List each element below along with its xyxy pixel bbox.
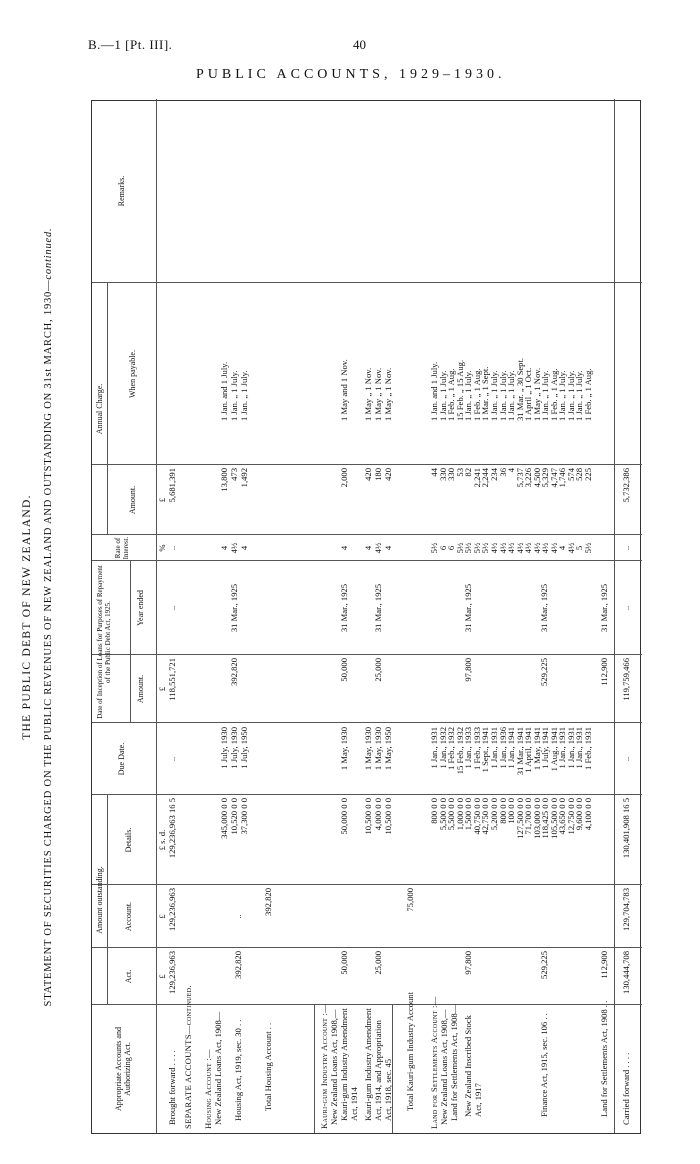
land-1-detail: 800 0 0 <box>429 798 439 824</box>
header-rate: Rate of Interest. <box>114 536 131 560</box>
land-inc-amount-3: 112,900 <box>599 658 609 686</box>
kauri-heading: Kauri-gum Industry Account :— <box>319 1003 329 1129</box>
header-inception-amount: Amount. <box>136 674 145 704</box>
kauri-annual-1: 2,000 <box>339 468 349 488</box>
land-3-when: 1 Jan. „ 1 July. <box>574 370 584 421</box>
land-1-due: 1 Jan., 1932 <box>437 727 448 769</box>
running-title: PUBLIC ACCOUNTS, 1929–1930. <box>196 67 506 82</box>
land-1-rate: 5½ <box>429 542 439 554</box>
land-2-annual: 234 <box>489 468 499 481</box>
land-1-when: 1 Feb. „ 1 Aug. <box>471 368 482 421</box>
housing-when: 1 Jan. and 1 July. <box>219 361 229 421</box>
land-sub-1: New Zealand Loans Act, 1908,— <box>439 1009 449 1125</box>
kauri-detail-2: 10,500 0 0 <box>383 798 393 835</box>
land-2-when: 1 Jan. „ 1 July. <box>557 370 567 421</box>
header-act: Act. <box>124 969 133 984</box>
land-inc-amount-1: 97,800 <box>463 658 473 682</box>
kauri-when-2: 1 May „ 1 Nov. <box>383 367 393 421</box>
page-number: 40 <box>353 37 366 52</box>
kauri-total-value: 75,000 <box>405 888 415 912</box>
kauri-annual-2: 420 <box>383 468 393 481</box>
header-amount-outstanding: Amount outstanding. <box>95 866 104 934</box>
land-2-when: 1 May „ 1 Nov. <box>531 367 542 421</box>
land-2-due: 1 Jan., 1931 <box>557 727 567 769</box>
land-1-detail: 1,000 0 0 <box>454 798 465 831</box>
unit-percent: % <box>157 544 167 552</box>
header-inception-year: Year ended <box>136 590 145 626</box>
land-label-1: New Zealand Inscribed Stock Act, 1917 <box>463 1015 483 1117</box>
land-1-detail: 5,500 0 0 <box>437 798 448 831</box>
table-subtitle-main: STATEMENT OF SECURITIES CHARGED ON THE PUBLIC REVENUES OF NEW ZEALAND AND OUTSTANDING ON 31st MARCH, 1930— <box>43 279 54 1007</box>
land-3-annual: 528 <box>574 468 584 481</box>
land-2-detail: 800 0 0 <box>497 798 508 824</box>
land-2-due: 1 April, 1941 <box>523 727 533 773</box>
land-2-detail: 71,700 0 0 <box>523 798 533 835</box>
kauri-rate-2: 4½ <box>373 542 383 554</box>
kauri-total-label: Total Kauri-gum Industry Account <box>405 992 415 1111</box>
brought-act: 129,236,963 <box>167 951 177 994</box>
land-2-rate: 4½ <box>523 542 533 554</box>
land-3-detail: 9,600 0 0 <box>574 798 584 831</box>
land-2-due: 1 Jan., 1941 <box>506 727 516 769</box>
kauri-inc-year-2: 31 Mar., 1925 <box>373 583 383 633</box>
land-2-due: 1 Aug., 1941 <box>548 727 559 772</box>
housing-due: 1 July, 1950 <box>239 727 249 769</box>
land-1-rate: 5½ <box>471 542 482 554</box>
kauri-detail-2: 10,500 0 0 <box>363 798 373 835</box>
housing-rate: 4 <box>239 545 249 551</box>
land-3-rate: 5½ <box>582 542 593 554</box>
table-subtitle-continued: continued. <box>43 227 54 280</box>
land-2-when: 31 Mar. „ 30 Sept. <box>514 357 525 421</box>
housing-act: 392,820 <box>233 951 243 979</box>
land-2-rate: 4½ <box>531 542 542 554</box>
header-sub-rule <box>130 561 131 723</box>
kauri-act-2: 25,000 <box>373 951 383 975</box>
housing-detail: 37,300 0 0 <box>239 798 249 835</box>
land-1-rate: 6 <box>446 545 456 551</box>
land-2-when: 1 Jan. „ 1 July. <box>489 370 499 421</box>
kauri-act-1: 50,000 <box>339 951 349 975</box>
header-details: Details. <box>124 827 133 853</box>
col-rule <box>92 282 642 283</box>
kauri-label-2: Kauri-gum Industry Amendment Act, 1914, and Appropriation Act, 1918, sec. 45 <box>363 1008 393 1121</box>
land-2-due: 1 May, 1941 <box>531 727 542 771</box>
carried-annual: 5,732,386 <box>621 468 631 503</box>
land-1-annual: 2,244 <box>480 468 490 488</box>
carried-inc-amount: 119,759,466 <box>621 658 631 701</box>
unit-pound: £ <box>157 686 167 692</box>
housing-inc-amount: 392,820 <box>229 658 239 686</box>
land-1-annual: 44 <box>429 468 439 477</box>
page-ref: B.—1 [Pt. III]. <box>88 37 173 52</box>
header-remarks: Remarks. <box>117 175 126 207</box>
land-sub-2: Land for Settlements Act, 1908— <box>449 1004 459 1121</box>
land-1-when: 1 Feb. „ 1 Aug. <box>446 368 456 421</box>
land-2-rate: 4 <box>557 545 567 551</box>
land-2-rate: 4½ <box>489 542 499 554</box>
land-1-annual: 2,241 <box>471 468 482 488</box>
header-sub-rule <box>107 283 108 535</box>
carried-forward-label: Carried forward . . . . <box>621 1052 631 1125</box>
land-2-rate: 4½ <box>506 542 516 554</box>
land-1-when: 1 Jan. and 1 July. <box>429 361 439 421</box>
housing-detail: 345,000 0 0 <box>219 798 229 839</box>
land-2-due: 1 Jan., 1936 <box>497 727 508 769</box>
land-1-detail: 1,500 0 0 <box>463 798 473 831</box>
rotated-table-region <box>21 100 641 1134</box>
housing-label: Housing Act, 1919, sec. 30 . . <box>233 1019 243 1121</box>
land-inc-amount-2: 529,225 <box>539 658 549 686</box>
housing-when: 1 Jan. „ 1 July. <box>229 370 239 421</box>
carried-account: 129,704,783 <box>621 888 631 931</box>
land-2-due: 31 Mar., 1941 <box>514 727 525 776</box>
brought-inc-amount: 118,551,721 <box>167 658 177 701</box>
table-title: THE PUBLIC DEBT OF NEW ZEALAND. <box>21 494 33 740</box>
land-2-when: 1 Jan. „ 1 July. <box>565 370 576 421</box>
unit-pound: £ <box>157 974 167 979</box>
land-1-detail: 42,750 0 0 <box>480 798 490 835</box>
carried-act: 130,444,708 <box>621 951 631 994</box>
brought-details: 129,236,963 16 5 <box>167 798 177 859</box>
unit-pound: £ <box>157 914 167 919</box>
land-heading: Land for Settlements Account :— <box>429 996 439 1129</box>
kauri-when-2: 1 May „ 1 Nov. <box>363 367 373 421</box>
unit-pound: £ <box>157 497 167 503</box>
land-3-due: 1 Feb., 1931 <box>582 727 593 770</box>
land-2-when: 1 Jan. „ 1 July. <box>497 370 508 421</box>
housing-when: 1 Jan. „ 1 July. <box>239 370 249 421</box>
kauri-due-1: 1 May, 1930 <box>339 727 349 771</box>
land-2-detail: 105,500 0 0 <box>548 798 559 839</box>
separate-accounts-heading: SEPARATE ACCOUNTS—continued. <box>183 985 193 1129</box>
housing-heading: Housing Account :— <box>203 1049 213 1129</box>
land-act-2: 529,225 <box>539 951 549 979</box>
land-1-due: 1 Jan., 1931 <box>429 727 439 769</box>
carried-details: 130,401,908 16 5 <box>621 798 631 859</box>
housing-detail: 10,520 0 0 <box>229 798 239 835</box>
table-subtitle <box>43 100 55 1134</box>
brought-account: 129,236,963 <box>167 888 177 931</box>
land-2-rate: 4½ <box>565 542 576 554</box>
land-2-detail: 103,000 0 0 <box>531 798 542 839</box>
kauri-inc-year-1: 31 Mar., 1925 <box>339 583 349 633</box>
land-2-detail: 127,500 0 0 <box>514 798 525 839</box>
land-1-annual: 82 <box>463 468 473 477</box>
land-2-detail: 43,650 0 0 <box>557 798 567 835</box>
carried-inc-year: .. <box>621 605 631 611</box>
land-2-when: 1 Feb. „ 1 Aug. <box>548 368 559 421</box>
land-label-3: Land for Settlements Act, 1908 . . <box>599 1000 609 1117</box>
kauri-inc-amount-2: 25,000 <box>373 658 383 682</box>
land-1-due: 15 Feb., 1932 <box>454 727 465 775</box>
land-1-when: 1 Mar. „ 1 Sept. <box>480 366 490 421</box>
land-2-annual: 4,747 <box>548 468 559 488</box>
unit-sd: £ s. d. <box>157 829 167 851</box>
kauri-rate-2: 4 <box>363 545 373 551</box>
land-2-due: 1 July, 1941 <box>540 727 550 769</box>
carried-rate: .. <box>621 545 631 551</box>
kauri-annual-2: 180 <box>373 468 383 481</box>
land-2-detail: 118,425 0 0 <box>540 798 550 839</box>
housing-rate: 4 <box>219 545 229 551</box>
housing-rate: 4½ <box>229 542 239 554</box>
land-act-3: 112,900 <box>599 951 609 979</box>
header-account: Account. <box>124 901 133 932</box>
housing-annual: 473 <box>229 468 239 481</box>
housing-account: .. <box>233 914 243 919</box>
land-1-due: 1 Sept., 1941 <box>480 727 490 773</box>
housing-total-value: 392,820 <box>263 888 273 916</box>
land-3-annual: 225 <box>582 468 593 481</box>
kauri-detail-1: 50,000 0 0 <box>339 798 349 835</box>
kauri-due-2: 1 May, 1930 <box>373 727 383 771</box>
land-1-rate: 5½ <box>480 542 490 554</box>
land-label-2: Finance Act, 1915, sec. 106 . . <box>539 1013 549 1117</box>
land-2-annual: 4 <box>506 468 516 473</box>
kauri-sub: New Zealand Loans Act, 1908,— <box>329 1009 339 1125</box>
land-2-detail: 100 0 0 <box>506 798 516 824</box>
land-1-detail: 5,500 0 0 <box>446 798 456 831</box>
footer-rule <box>614 99 615 1133</box>
land-2-when: 1 April „ 1 Oct. <box>523 367 533 421</box>
land-2-annual: 574 <box>565 468 576 481</box>
land-1-rate: 6 <box>437 545 448 551</box>
housing-sub: New Zealand Loans Act, 1908— <box>213 1011 223 1125</box>
kauri-when-1: 1 May and 1 Nov. <box>339 359 349 421</box>
kauri-inc-amount-1: 50,000 <box>339 658 349 682</box>
kauri-when-2: 1 May „ 1 Nov. <box>373 367 383 421</box>
land-2-rate: 4½ <box>497 542 508 554</box>
land-2-when: 1 Jan. „ 1 July. <box>540 370 550 421</box>
land-inc-year-1: 31 Mar., 1925 <box>463 583 473 633</box>
housing-inc-year: 31 Mar., 1925 <box>229 583 239 633</box>
section-rule <box>314 1005 315 1133</box>
kauri-rate-2: 4 <box>383 545 393 551</box>
land-3-detail: 4,100 0 0 <box>582 798 593 831</box>
land-3-due: 1 Jan., 1931 <box>574 727 584 769</box>
brought-due: .. <box>167 756 177 762</box>
header-sub-rule <box>107 795 108 1005</box>
land-2-due: 1 Jan., 1931 <box>489 727 499 769</box>
land-inc-year-2: 31 Mar., 1925 <box>539 583 549 633</box>
land-1-when: 15 Feb. „ 15 Aug. <box>454 359 465 421</box>
land-3-when: 1 Feb. „ 1 Aug. <box>582 368 593 421</box>
header-annual-charge: Annual Charge. <box>95 383 104 435</box>
land-2-rate: 4½ <box>514 542 525 554</box>
land-1-due: 1 Jan., 1933 <box>463 727 473 769</box>
land-1-when: 1 Jan. „ 1 July. <box>463 370 473 421</box>
kauri-annual-2: 420 <box>363 468 373 481</box>
land-2-rate: 4½ <box>540 542 550 554</box>
land-1-when: 1 Jan. „ 1 July. <box>437 370 448 421</box>
land-act-1: 97,800 <box>463 951 473 975</box>
land-2-annual: 5,737 <box>514 468 525 488</box>
brought-annual: 5,681,391 <box>167 468 177 503</box>
housing-due: 1 July, 1930 <box>229 727 239 769</box>
kauri-label-1: Kauri-gum Industry Amendment Act, 1914 <box>339 1008 359 1121</box>
land-1-due: 1 Feb., 1932 <box>446 727 456 770</box>
housing-annual: 13,800 <box>219 468 229 492</box>
housing-total-label: Total Housing Account . . <box>263 1022 273 1111</box>
header-inception: Date of Inception of Loans for Purposes of Repayment of the Public Debt Act, 1925. <box>96 565 113 719</box>
kauri-detail-2: 4,000 0 0 <box>373 798 383 831</box>
land-1-annual: 330 <box>446 468 456 481</box>
land-3-rate: 5 <box>574 545 584 551</box>
header-due-date: Due Date. <box>117 742 126 776</box>
header-act-col: Appropriate Accounts and Authorizing Act. <box>114 1027 133 1111</box>
kauri-due-2: 1 May, 1950 <box>383 727 393 771</box>
housing-annual: 1,492 <box>239 468 249 488</box>
land-2-rate: 4½ <box>548 542 559 554</box>
land-1-rate: 5½ <box>454 542 465 554</box>
land-2-when: 1 Jan. „ 1 July. <box>506 370 516 421</box>
land-1-annual: 53 <box>454 468 465 477</box>
land-2-annual: 5,329 <box>540 468 550 488</box>
carried-due: .. <box>621 756 631 762</box>
land-2-detail: 5,200 0 0 <box>489 798 499 831</box>
land-1-detail: 40,750 0 0 <box>471 798 482 835</box>
col-rule <box>92 464 642 465</box>
land-2-annual: 1,746 <box>557 468 567 488</box>
land-1-annual: 330 <box>437 468 448 481</box>
brought-forward-label: Brought forward . . . . <box>167 1050 177 1125</box>
land-1-due: 1 Feb., 1933 <box>471 727 482 770</box>
brought-inc-year: .. <box>167 605 177 611</box>
land-2-annual: 3,226 <box>523 468 533 488</box>
kauri-due-2: 1 May, 1930 <box>363 727 373 771</box>
kauri-rate-1: 4 <box>339 545 349 551</box>
debt-table <box>91 100 641 1134</box>
land-inc-year-3: 31 Mar., 1925 <box>599 583 609 633</box>
land-2-annual: 4,500 <box>531 468 542 488</box>
header-when-payable: When payable. <box>128 350 137 398</box>
land-2-detail: 12,750 0 0 <box>565 798 576 835</box>
land-1-rate: 5½ <box>463 542 473 554</box>
brought-rate: .. <box>167 545 177 551</box>
land-2-annual: 36 <box>497 468 508 477</box>
land-2-due: 1 Jan., 1931 <box>565 727 576 769</box>
header-annual-amount: Amount. <box>128 485 137 515</box>
housing-due: 1 July, 1930 <box>219 727 229 769</box>
